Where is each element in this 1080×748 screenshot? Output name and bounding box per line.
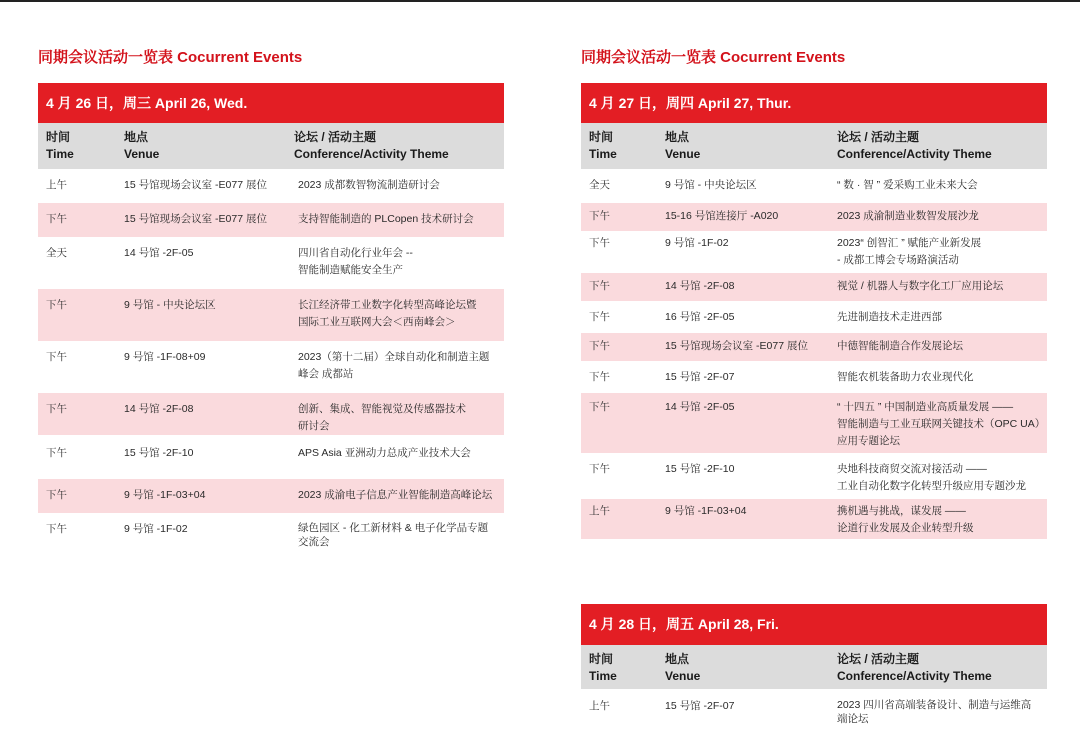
table-cell: 创新、集成、智能视觉及传感器技术 研讨会 [298, 403, 466, 432]
table-cell: “ 十四五 ” 中国制造业高质量发展 —— 智能制造与工业互联网关键技术（OPC UA） 应用专题论坛 [837, 401, 1046, 447]
table-cell: 四川省自动化行业年会 -- 智能制造赋能安全生产 [298, 247, 413, 276]
table-cell: 下午 [46, 351, 67, 363]
table-cell: 下午 [589, 371, 610, 383]
table-cell: 15-16 号馆连接厅 -A020 [665, 210, 779, 222]
table-cell: 下午 [46, 489, 67, 501]
table-row [581, 361, 1047, 393]
table-cell: 9 号馆 -1F-03+04 [124, 489, 206, 501]
table-cell: 9 号馆 -1F-02 [124, 523, 188, 535]
table-cell: 15 号馆 -2F-10 [665, 463, 735, 475]
table-cell: 视觉 / 机器人与数字化工厂应用论坛 [837, 280, 1004, 292]
table-cell: 论坛 / 活动主题 [837, 130, 920, 144]
table-cell: 时间 [589, 130, 614, 144]
table-cell: 9 号馆 - 中央论坛区 [665, 179, 757, 191]
table-row [38, 203, 504, 237]
table-cell: 2023 成都数智物流制造研讨会 [298, 179, 440, 191]
table-cell: Time [589, 669, 617, 683]
table-cell: 2023 成渝电子信息产业智能制造高峰论坛 [298, 489, 493, 501]
table-cell: 14 号馆 -2F-08 [124, 403, 194, 415]
table-cell: 下午 [46, 403, 67, 415]
table-row [581, 273, 1047, 301]
table-row [38, 169, 504, 203]
table-cell: Venue [124, 147, 160, 161]
table-cell: 9 号馆 - 中央论坛区 [124, 299, 216, 311]
header-theme [837, 651, 1047, 685]
table-cell: 先进制造技术走进西部 [837, 311, 942, 323]
table-cell: 14 号馆 -2F-05 [124, 247, 194, 259]
table-cell: 论坛 / 活动主题 [294, 130, 377, 144]
header-theme [294, 129, 504, 163]
section-title: 同期会议活动一览表 Cocurrent Events [38, 49, 303, 66]
table-cell: 下午 [46, 299, 67, 311]
table-cell: Conference/Activity Theme [837, 669, 992, 683]
table-cell: 时间 [46, 130, 71, 144]
table-cell: 2023（第十二届）全球自动化和制造主题 峰会 成都站 [298, 351, 490, 380]
table-cell: 14 号馆 -2F-05 [665, 401, 735, 413]
table-cell: 智能农机装备助力农业现代化 [837, 371, 974, 383]
table-cell: 2023 四川省高端装备设计、制造与运维高 端论坛 [837, 699, 1032, 725]
day-header-apr-27: 4 月 27 日，周四 April 27, Thur. [581, 83, 1047, 123]
header-venue [124, 129, 294, 163]
header-venue [665, 129, 835, 163]
header-venue [665, 651, 835, 685]
section-title: 同期会议活动一览表 Cocurrent Events [581, 49, 846, 66]
table-cell: 15 号馆现场会议室 -E077 展位 [665, 340, 808, 352]
table-row [581, 689, 1047, 733]
table-cell: 全天 [46, 247, 67, 259]
table-cell: 论坛 / 活动主题 [837, 652, 920, 666]
table-row [581, 301, 1047, 333]
table-row [38, 513, 504, 563]
table-cell: 地点 [665, 130, 690, 144]
table-row [581, 203, 1047, 231]
table-row [581, 453, 1047, 499]
table-cell: 央地科技商贸交流对接活动 —— 工业自动化数字化转型升级应用专题沙龙 [837, 463, 1026, 492]
table-cell: 上午 [46, 179, 67, 191]
friday-table [581, 604, 1047, 733]
table-cell: 携机遇与挑战，谋发展 —— 论道行业发展及企业转型升级 [837, 505, 974, 534]
table-cell: 2023“ 创智汇 ” 赋能产业新发展 - 成都工博会专场路演活动 [837, 237, 982, 266]
table-row [38, 393, 504, 435]
table-cell: 14 号馆 -2F-08 [665, 280, 735, 292]
table-cell: 16 号馆 -2F-05 [665, 311, 735, 323]
table-cell: Conference/Activity Theme [837, 147, 992, 161]
table-cell: “ 数 · 智 ” 爱采购工业未来大会 [837, 179, 978, 191]
day-header-apr-26: 4 月 26 日，周三 April 26, Wed. [38, 83, 504, 123]
top-border-line [0, 0, 1080, 2]
table-cell: 下午 [589, 463, 610, 475]
header-time [589, 651, 659, 685]
right-column [581, 48, 1047, 539]
table-cell: 下午 [46, 447, 67, 459]
table-cell: Venue [665, 669, 701, 683]
table-cell: 下午 [46, 213, 67, 225]
table-cell: 下午 [589, 237, 610, 249]
table-cell: 地点 [124, 130, 149, 144]
table-cell: 15 号馆 -2F-10 [124, 447, 194, 459]
table-cell: 15 号馆 -2F-07 [665, 371, 735, 383]
table-cell: 下午 [46, 523, 67, 535]
table-cell: 15 号馆现场会议室 -E077 展位 [124, 213, 267, 225]
table-cell: Conference/Activity Theme [294, 147, 449, 161]
table-cell: 9 号馆 -1F-02 [665, 237, 729, 249]
table-cell: Time [46, 147, 74, 161]
left-column [38, 48, 504, 563]
table-cell: Venue [665, 147, 701, 161]
table-cell: 支持智能制造的 PLCopen 技术研讨会 [298, 213, 474, 225]
table-row [581, 393, 1047, 453]
table-cell: 上午 [589, 505, 610, 517]
table-cell: 中德智能制造合作发展论坛 [837, 340, 963, 352]
table-cell: 时间 [589, 652, 614, 666]
table-cell: 全天 [589, 179, 610, 191]
header-time [589, 129, 659, 163]
table-cell: 2023 成渝制造业数智发展沙龙 [837, 210, 979, 222]
table-header [581, 123, 1047, 169]
table-row [38, 289, 504, 341]
table-row [38, 237, 504, 289]
table-cell: 下午 [589, 340, 610, 352]
table-cell: 下午 [589, 210, 610, 222]
table-cell: 下午 [589, 280, 610, 292]
table-cell: Time [589, 147, 617, 161]
table-header [581, 645, 1047, 689]
day-header-apr-28: 4 月 28 日，周五 April 28, Fri. [581, 604, 1047, 645]
table-cell: 9 号馆 -1F-03+04 [665, 505, 747, 517]
table-row [38, 435, 504, 479]
table-row [38, 341, 504, 393]
header-time [46, 129, 116, 163]
table-cell: 9 号馆 -1F-08+09 [124, 351, 206, 363]
table-cell: 上午 [589, 700, 610, 712]
table-cell: 下午 [589, 401, 610, 413]
table-cell: 下午 [589, 311, 610, 323]
table-row [581, 169, 1047, 203]
table-row [581, 333, 1047, 361]
table-row [38, 479, 504, 513]
table-cell: 地点 [665, 652, 690, 666]
table-row [581, 231, 1047, 273]
table-cell: APS Asia 亚洲动力总成产业技术大会 [298, 447, 471, 459]
table-cell: 15 号馆现场会议室 -E077 展位 [124, 179, 267, 191]
table-header [38, 123, 504, 169]
header-theme [837, 129, 1047, 163]
table-cell: 15 号馆 -2F-07 [665, 700, 735, 712]
table-row [581, 499, 1047, 539]
table-cell: 长江经济带工业数字化转型高峰论坛暨 国际工业互联网大会＜西南峰会＞ [298, 299, 477, 328]
table-cell: 绿色园区 - 化工新材料 & 电子化学品专题 交流会 [298, 522, 489, 548]
